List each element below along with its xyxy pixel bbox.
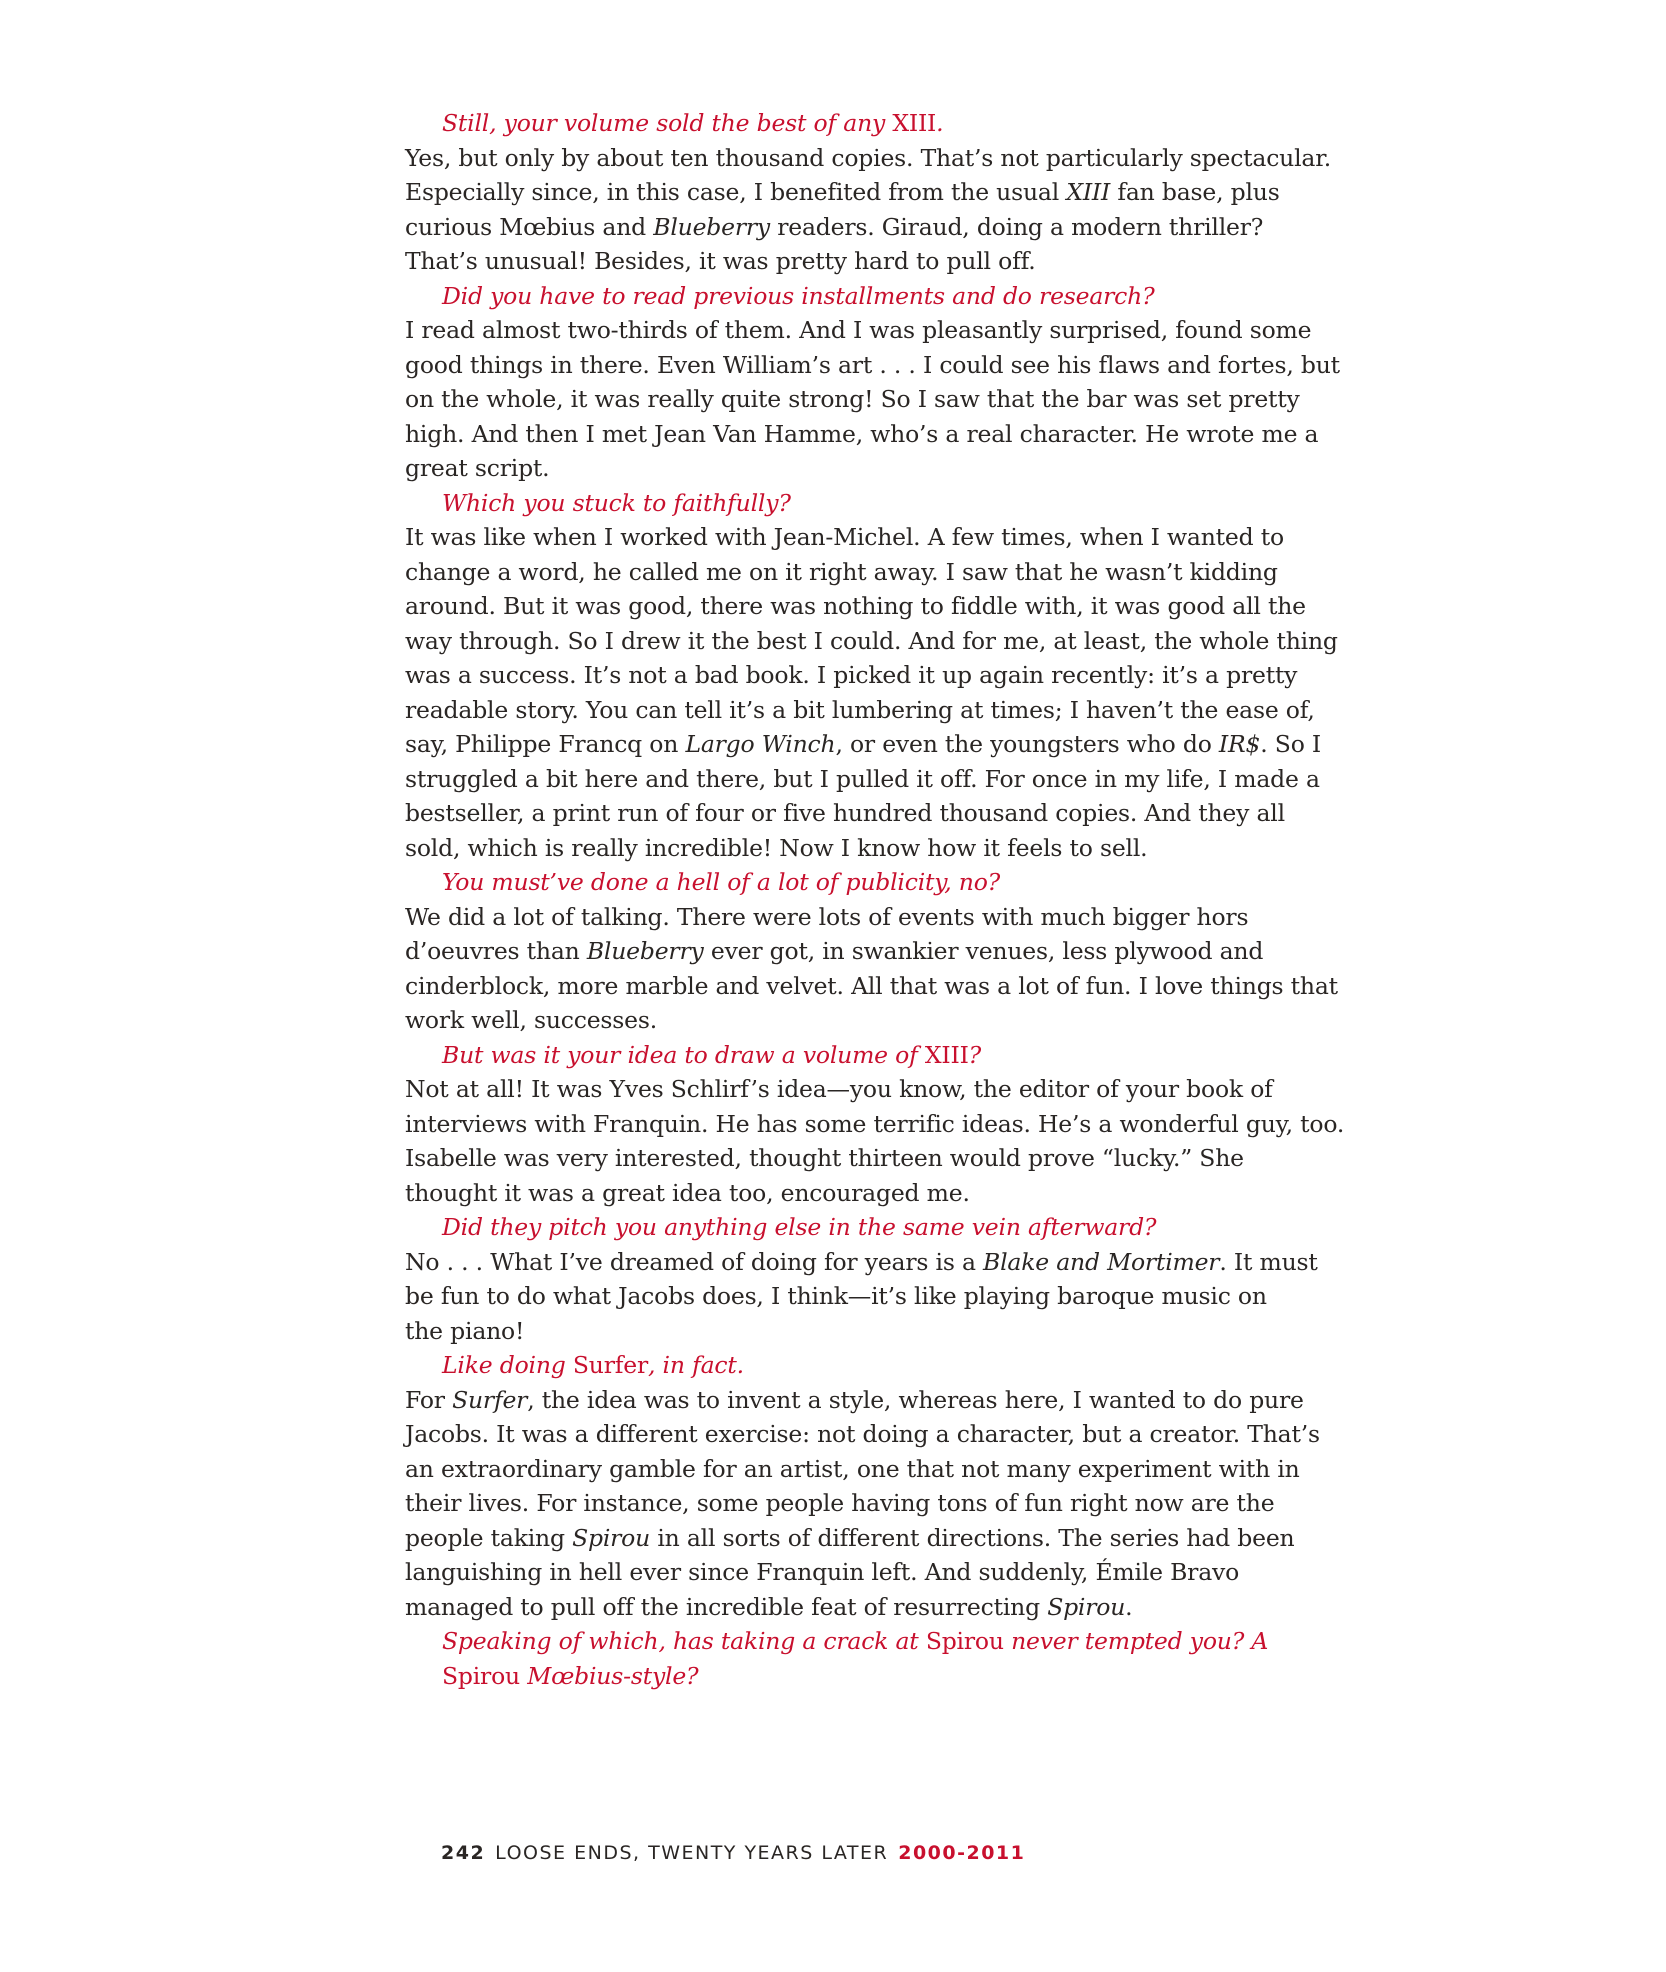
page-number: 242 — [441, 1842, 486, 1864]
answer: Yes, but only by about ten thousand copies. That’s not particularly spectacular. Especially since, in this case, I benefited from the usual XIII fan base, plus curious Mœbius and Blueberry readers. Giraud, doing a modern thriller? That’s unusual! Besides, it was pretty hard to pull off. — [405, 143, 1331, 275]
question: You must’ve done a hell of a lot of publicity, no? — [442, 868, 1001, 896]
question: Still, your volume sold the best of any XIII. — [442, 109, 944, 137]
answer: We did a lot of talking. There were lots of events with much bigger hors d’oeuvres than Blueberry ever got, in swankier venues, less plywood and cinderblock, more marble and velvet. All that was a lot of fun. I love things that work well, successes. — [405, 902, 1338, 1034]
answer: For Surfer, the idea was to invent a style, whereas here, I wanted to do pure Jacobs. It was a different exercise: not doing a character, but a creator. That’s an extraordinary gamble for an artist, one that not many experiment with in their lives. For instance, some people having tons of fun right now are the people taking Spirou in all sorts of different directions. The series had been languishing in hell ever since Franquin left. And suddenly, Émile Bravo managed to pull off the incredible feat of resurrecting Spirou. — [405, 1385, 1320, 1621]
question: Did you have to read previous installments and do research? — [442, 281, 1155, 310]
answer: No . . . What I’ve dreamed of doing for years is a Blake and Mortimer. It must be fun to do what Jacobs does, I think—it’s like playing baroque music on the piano! — [405, 1247, 1318, 1345]
answer: Not at all! It was Yves Schlirf’s idea—you know, the editor of your book of interviews with Franquin. He has some terrific ideas. He’s a wonderful guy, too. Isabelle was very interested, thought thirteen would prove “lucky.” She thought it was a great idea too, encouraged me. — [405, 1075, 1345, 1207]
question: Which you stuck to faithfully? — [442, 488, 791, 517]
section-title: LOOSE ENDS, TWENTY YEARS LATER — [495, 1842, 889, 1864]
section-years: 2000-2011 — [898, 1842, 1026, 1864]
question: Like doing Surfer, in fact. — [442, 1351, 744, 1379]
question: But was it your idea to draw a volume of XIII? — [442, 1040, 982, 1069]
page-footer — [441, 1842, 1025, 1864]
answer: It was like when I worked with Jean-Michel. A few times, when I wanted to change a word, he called me on it right away. I saw that he wasn’t kidding around. But it was good, there was nothing to fiddle with, it was good all the way through. So I drew it the best I could. And for me, at least, the whole thing was a success. It’s not a bad book. I picked it up again recently: it’s a pretty readable story. You can tell it’s a bit lumbering at times; I haven’t the ease of, say, Philippe Francq on Largo Winch, or even the youngsters who do IR$. So I struggled a bit here and there, but I pulled it off. For once in my life, I made a bestseller, a print run of four or five hundred thousand copies. And they all sold, which is really incredible! Now I know how it feels to sell. — [405, 523, 1338, 862]
question: Speaking of which, has taking a crack at Spirou never tempted you? A Spirou Mœbius-style? — [442, 1627, 1269, 1690]
question: Did they pitch you anything else in the same vein afterward? — [442, 1213, 1157, 1241]
answer: I read almost two-thirds of them. And I was pleasantly surprised, found some good things in there. Even William’s art . . . I could see his flaws and fortes, but on the whole, it was really quite strong! So I saw that the bar was set pretty high. And then I met Jean Van Hamme, who’s a real character. He wrote me a great script. — [405, 316, 1340, 482]
interview-column — [405, 106, 1345, 1693]
